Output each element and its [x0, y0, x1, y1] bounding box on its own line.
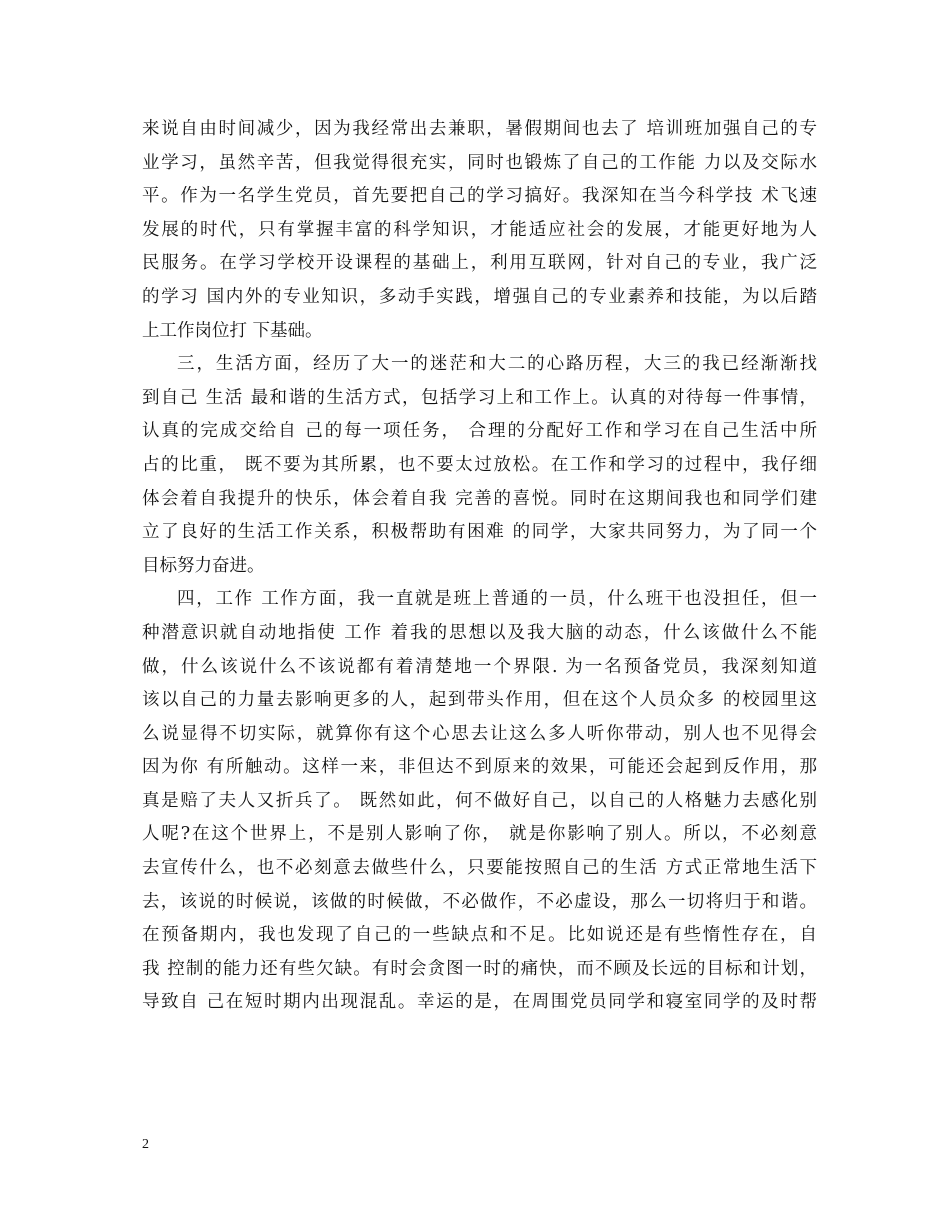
text-line: 目标努力奋进。: [142, 555, 265, 576]
text-line: 因为你 有所触动。这样一来，非但达不到原来的效果，可能还会起到反作用，那: [142, 757, 817, 778]
text-line: 业学习，虽然辛苦，但我觉得很充实，同时也锻炼了自己的工作能 力以及交际水: [142, 152, 817, 173]
text-line: 认真的完成交给自 己的每一项任务， 合理的分配好工作和学习在自己生活中所: [142, 421, 817, 442]
text-line: 么说显得不切实际，就算你有这个心思去让这么多人听你带动，别人也不见得会: [142, 723, 817, 744]
text-line: 立了良好的生活工作关系，积极帮助有困难 的同学，大家共同努力，为了同一个: [142, 522, 817, 543]
body-text: [142, 113, 817, 1020]
text-line: 种潜意识就自动地指使 工作 着我的思想以及我大脑的动态，什么该做什么不能: [142, 622, 817, 643]
text-line: 的学习 国内外的专业知识，多动手实践，增强自己的专业素养和技能，为以后踏: [142, 286, 817, 307]
text-line: 去，该说的时候说，该做的时候做，不必做作，不必虚设，那么一切将归于和谐。: [142, 891, 817, 912]
text-line: 体会着自我提升的快乐，体会着自我 完善的喜悦。同时在这期间我也和同学们建: [142, 488, 817, 509]
text-line: 该以自己的力量去影响更多的人，起到带头作用，但在这个人员众多 的校园里这: [142, 690, 817, 711]
text-line: 民服务。在学习学校开设课程的基础上，利用互联网，针对自己的专业，我广泛: [142, 253, 817, 274]
text-line: 到自己 生活 最和谐的生活方式，包括学习上和工作上。认真的对待每一件事情，: [142, 387, 817, 408]
text-line: 导致自 己在短时期内出现混乱。幸运的是，在周围党员同学和寝室同学的及时帮: [142, 992, 817, 1013]
text-line: 占的比重， 既不要为其所累，也不要太过放松。在工作和学习的过程中，我仔细: [142, 454, 817, 475]
page-number: 2: [142, 1137, 149, 1152]
text-line: 去宣传什么，也不必刻意去做些什么，只要能按照自己的生活 方式正常地生活下: [142, 858, 817, 879]
text-line: 真是赔了夫人又折兵了。 既然如此，何不做好自己，以自己的人格魅力去感化别: [142, 790, 817, 811]
text-line: 四，工作 工作方面，我一直就是班上普通的一员，什么班干也没担任，但一: [177, 589, 817, 610]
text-line: 我 控制的能力还有些欠缺。有时会贪图一时的痛快，而不顾及长远的目标和计划，: [142, 958, 817, 979]
text-line: 在预备期内，我也发现了自己的一些缺点和不足。比如说还是有些惰性存在，自: [142, 925, 817, 946]
text-line: 三，生活方面，经历了大一的迷茫和大二的心路历程，大三的我已经渐渐找: [177, 354, 817, 375]
text-line: 上工作岗位打 下基础。: [142, 320, 323, 341]
text-line: 做，什么该说什么不该说都有着清楚地一个界限. 为一名预备党员，我深刻知道: [142, 656, 817, 677]
text-line: 人呢?在这个世界上，不是别人影响了你， 就是你影响了别人。所以，不必刻意: [142, 824, 817, 845]
text-line: 来说自由时间减少，因为我经常出去兼职，暑假期间也去了 培训班加强自己的专: [142, 119, 817, 139]
text-line: 发展的时代，只有掌握丰富的科学知识，才能适应社会的发展，才能更好地为人: [142, 219, 817, 240]
text-line: 平。作为一名学生党员，首先要把自己的学习搞好。我深知在当今科学技 术飞速: [142, 186, 817, 207]
